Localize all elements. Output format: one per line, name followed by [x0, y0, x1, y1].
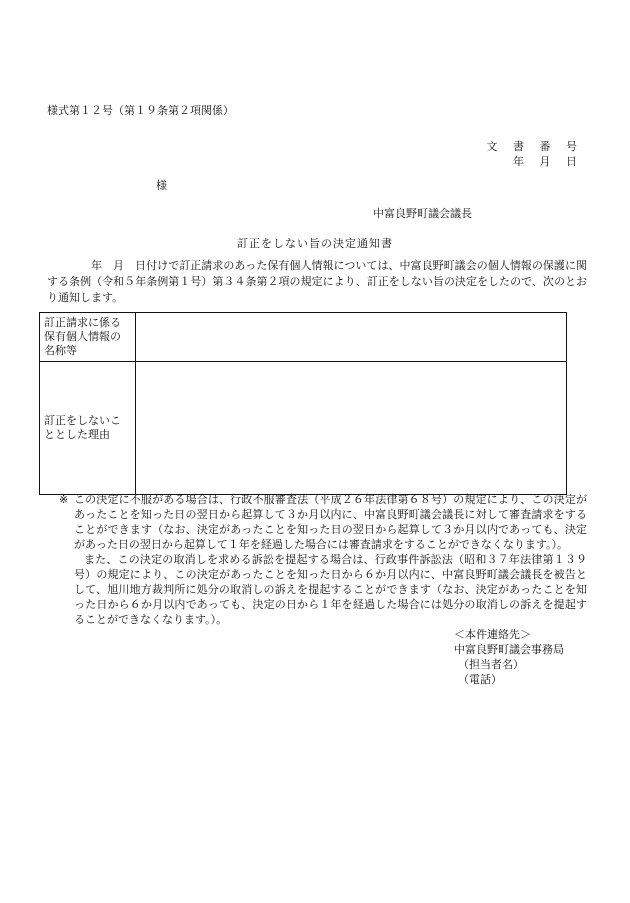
document-number-label: 文 書 番 号 [486, 140, 583, 153]
table-row [40, 362, 567, 495]
table-row [40, 313, 567, 362]
sender-name: 中富良野町議会議長 [373, 207, 472, 220]
intro-paragraph: 年 月 日付けで訂正請求のあった保有個人情報については、中富良野町議会の個人情報の保護に関する条例（令和５年条例第１号）第３４条第２項の規定により、訂正をしない旨の決定をしたので、次のとおり通知します。 [47, 259, 587, 304]
reason-field[interactable] [136, 362, 567, 495]
appeal-note [59, 492, 587, 552]
appeal-note-text: この決定に不服がある場合は、行政不服審査法（平成２６年法律第６８号）の規定により、この決定があったことを知った日の翌日から起算して３か月以内に、中富良野町議会議長に対して審査請求をすることができます（なお、決定があったことを知った日の翌日から起算して３か月以内であっても、決定があった日の翌日から起算して１年を経過した場合には審査請求をすることができなくなります。）。 [74, 493, 587, 551]
decision-table [39, 312, 567, 495]
document-title: 訂正をしない旨の決定通知書 [237, 237, 393, 250]
contact-office: 中富良野町議会事務局 [454, 643, 564, 656]
notes-section [59, 492, 587, 627]
contact-person: （担当者名） [458, 658, 524, 671]
document-info [487, 139, 584, 169]
contact-heading: ＜本件連絡先＞ [454, 628, 531, 641]
contact-block [454, 627, 564, 687]
note-mark: ※ [59, 493, 69, 506]
request-info-field[interactable] [136, 313, 567, 362]
form-number: 様式第１２号（第１９条第２項関係） [47, 104, 234, 117]
recipient-honorific: 様 [156, 179, 167, 192]
contact-phone: （電話） [458, 673, 502, 686]
request-info-label: 訂正請求に係る保有個人情報の名称等 [40, 313, 136, 362]
lawsuit-note: また、この決定の取消しを求める訴訟を提起する場合は、行政事件訴訟法（昭和３７年法律第１３９号）の規定により、この決定があったことを知った日から６か月以内に、中富良野町議会議長を被告として、旭川地方裁判所に処分の取消しの訴えを提起することができます（なお、決定があったことを知った日から６か月以内であっても、決定の日から１年を経過した場合には処分の取消しの訴えを提起することができなくなります。）。 [74, 553, 587, 626]
reason-label: 訂正をしないこととした理由 [40, 362, 136, 495]
date-label: 年 月 日 [513, 155, 583, 168]
